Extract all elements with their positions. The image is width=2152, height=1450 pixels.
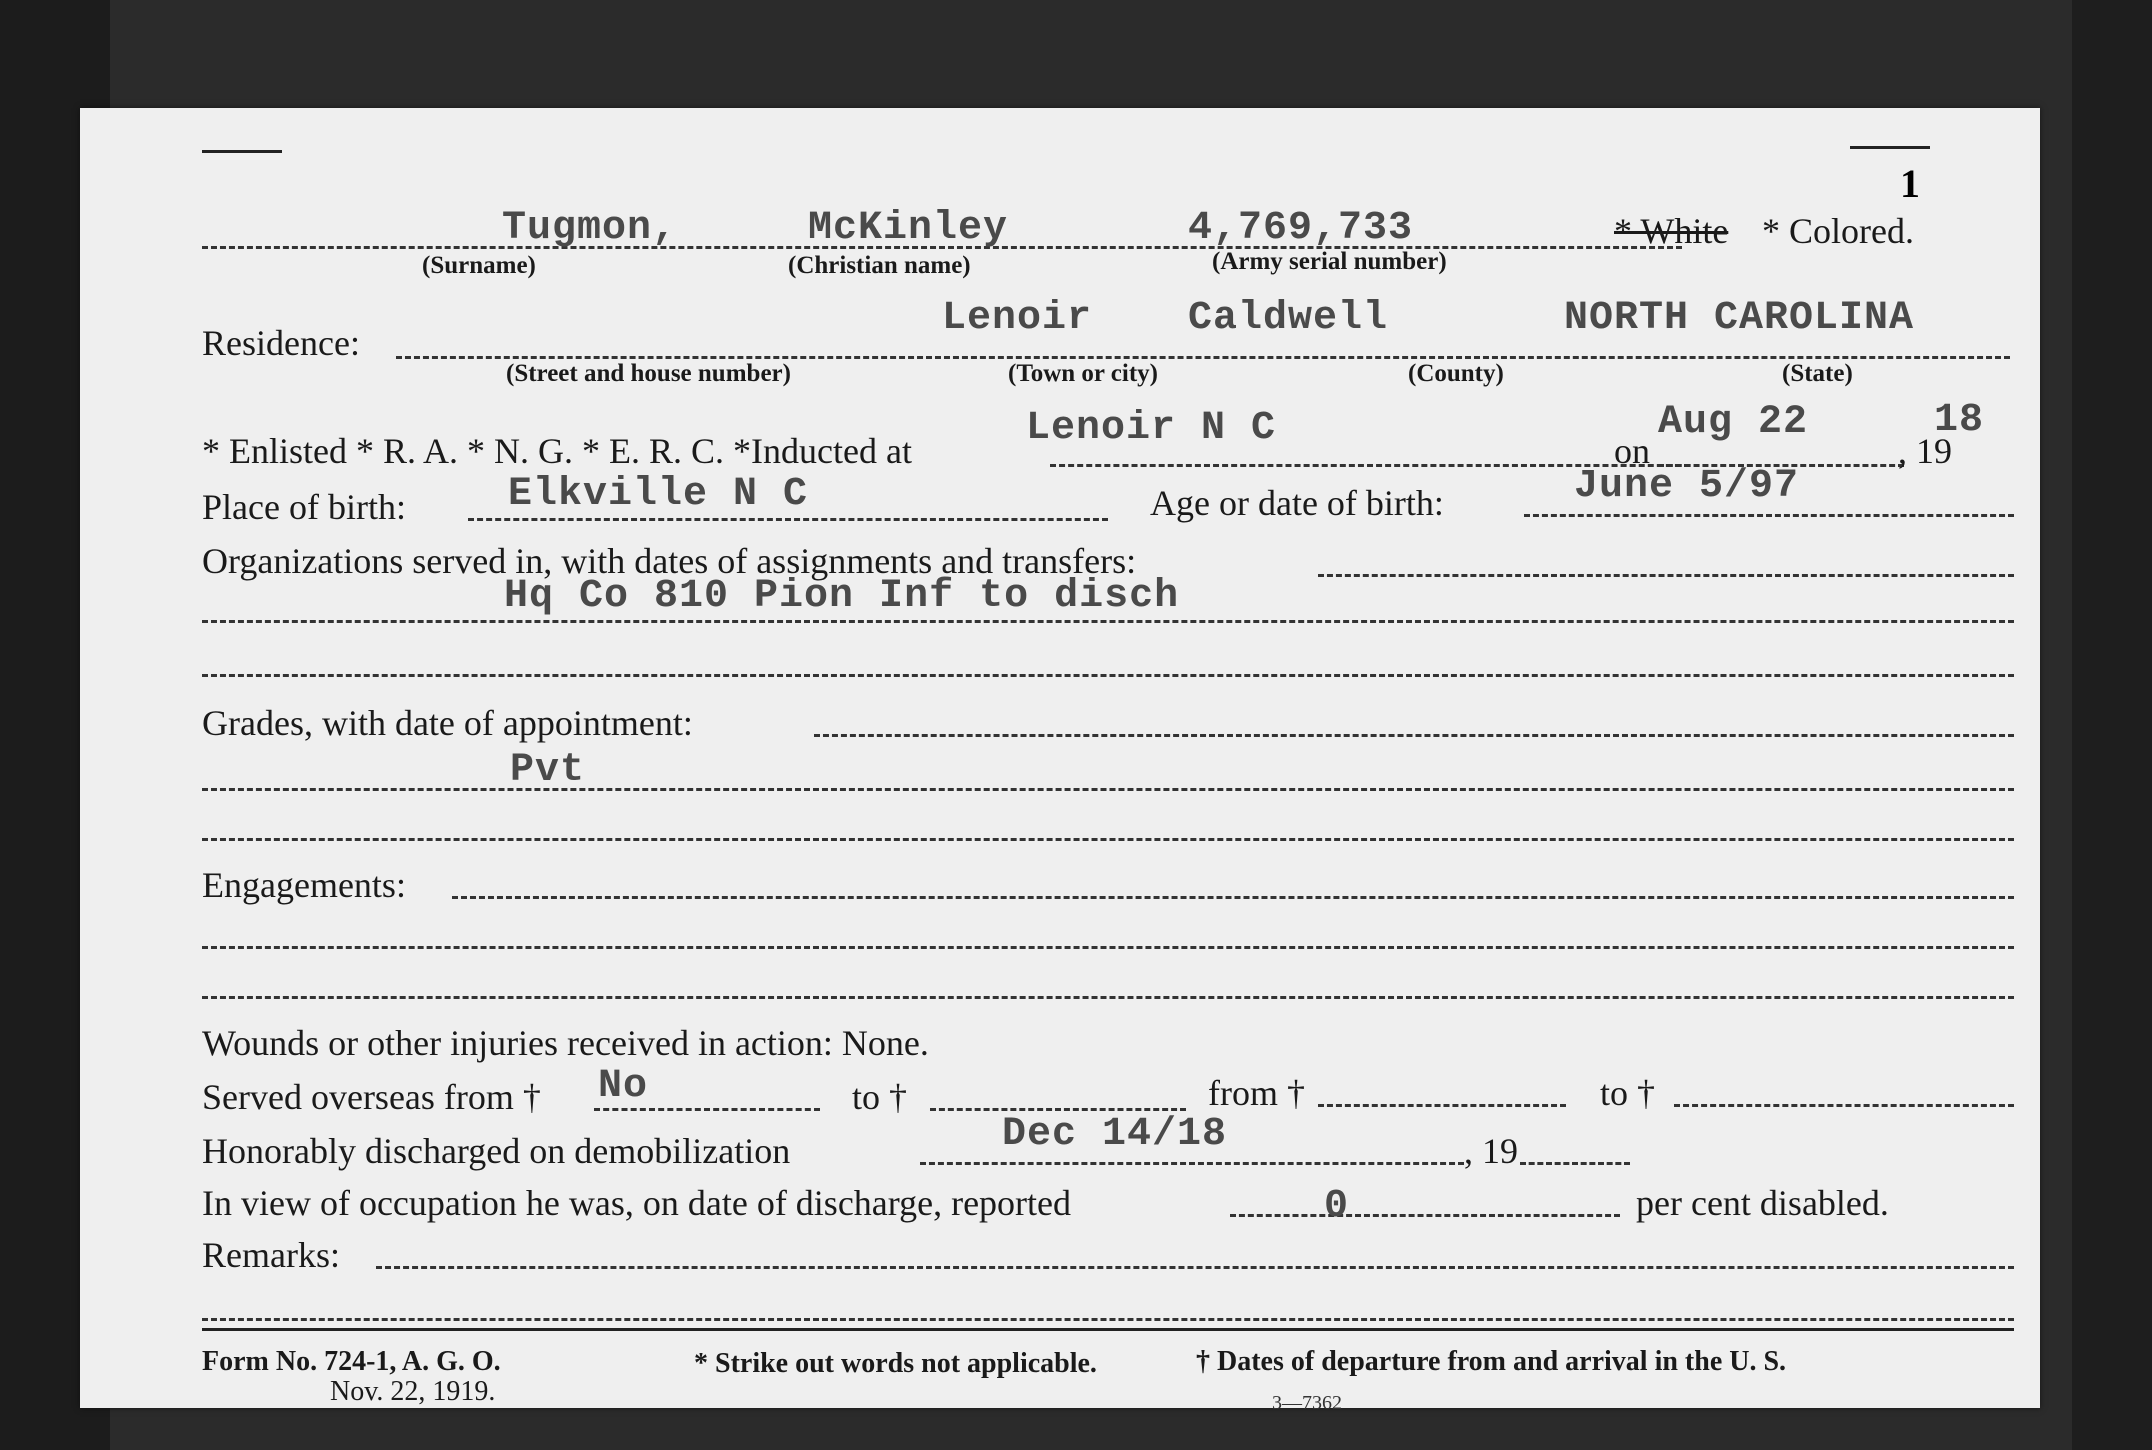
organizations-label: Organizations served in, with dates of assignments and transfers: — [202, 541, 1137, 581]
overseas-from-line-2 — [1318, 1104, 1566, 1107]
birth-date-line — [1524, 514, 2014, 517]
induction-label: * Enlisted * R. A. * N. G. * E. R. C. *Inducted at — [202, 431, 912, 471]
organizations-value: Hq Co 810 Pion Inf to disch — [504, 574, 1180, 619]
discharge-line — [920, 1162, 1464, 1165]
dates-note: † Dates of departure from and arrival in the U. S. — [1196, 1346, 1787, 1377]
residence-line — [396, 356, 2010, 359]
grades-value: Pvt — [510, 748, 586, 793]
top-right-rule — [1850, 146, 1930, 149]
birth-place-value: Elkville N C — [508, 472, 809, 517]
print-code: 3—7362 — [1272, 1392, 1342, 1414]
overseas-from-value: No — [598, 1064, 649, 1109]
serial-number-value: 4,769,733 — [1188, 206, 1414, 251]
christian-name-value: McKinley — [808, 206, 1009, 251]
overseas-to-label-1: to † — [852, 1077, 908, 1117]
grades-line-2 — [202, 788, 2014, 791]
engagements-line-3 — [202, 996, 2014, 999]
birth-date-value: June 5/97 — [1574, 464, 1800, 509]
overseas-to-line-2 — [1674, 1104, 2014, 1107]
discharge-year-suffix: , 19 — [1464, 1131, 1518, 1171]
state-label: (State) — [1782, 360, 1853, 387]
organizations-line-3 — [202, 674, 2014, 677]
overseas-to-label-2: to † — [1600, 1073, 1656, 1113]
residence-label: Residence: — [202, 323, 360, 363]
discharge-date-value: Dec 14/18 — [1002, 1112, 1228, 1157]
wounds-text: Wounds or other injuries received in action: None. — [202, 1023, 929, 1063]
card-number: 1 — [1900, 161, 1920, 206]
remarks-line-2 — [202, 1318, 2014, 1321]
engagements-line-1 — [452, 896, 2014, 899]
grades-line-3 — [202, 838, 2014, 841]
remarks-label: Remarks: — [202, 1235, 340, 1275]
induction-date-value: Aug 22 — [1658, 400, 1809, 445]
disability-label: In view of occupation he was, on date of discharge, reported — [202, 1183, 1072, 1223]
birth-date-label: Age or date of birth: — [1150, 483, 1444, 523]
street-label: (Street and house number) — [506, 360, 791, 387]
scanner-background-right — [2072, 0, 2152, 1450]
state-value: NORTH CAROLINA — [1564, 296, 1915, 341]
serial-number-label: (Army serial number) — [1212, 248, 1447, 275]
overseas-to-line-1 — [930, 1108, 1186, 1111]
engagements-line-2 — [202, 946, 2014, 949]
induction-place-value: Lenoir N C — [1026, 406, 1277, 451]
colored-option: * Colored. — [1762, 211, 1914, 251]
surname-value: Tugmon, — [502, 206, 678, 251]
remarks-line-1 — [376, 1266, 2014, 1269]
overseas-from-label-2: from † — [1208, 1073, 1305, 1113]
strike-note: * Strike out words not applicable. — [694, 1348, 1097, 1379]
grades-line-1 — [814, 734, 2014, 737]
grades-label: Grades, with date of appointment: — [202, 703, 693, 743]
disability-line — [1230, 1214, 1620, 1217]
overseas-from-label: Served overseas from † — [202, 1077, 541, 1117]
county-label: (County) — [1408, 360, 1504, 387]
town-label: (Town or city) — [1008, 360, 1158, 387]
birth-place-label: Place of birth: — [202, 487, 406, 527]
county-value: Caldwell — [1188, 296, 1389, 341]
discharge-year-line — [1520, 1162, 1630, 1165]
disability-suffix: per cent disabled. — [1636, 1183, 1889, 1223]
christian-name-label: (Christian name) — [788, 252, 971, 279]
form-date: Nov. 22, 1919. — [330, 1376, 496, 1407]
form-number: Form No. 724-1, A. G. O. — [202, 1346, 501, 1377]
organizations-line-1 — [1318, 574, 2014, 577]
induction-on-label: on — [1614, 431, 1650, 471]
disability-value: 0 — [1324, 1184, 1350, 1229]
induction-year-prefix: , 19 — [1898, 431, 1952, 471]
surname-label: (Surname) — [422, 252, 536, 279]
top-left-rule — [202, 150, 282, 153]
service-record-card — [80, 108, 2040, 1414]
organizations-line-2 — [202, 620, 2014, 623]
white-option: * White — [1614, 211, 1729, 251]
discharge-label: Honorably discharged on demobilization — [202, 1131, 791, 1171]
footer-rule — [202, 1328, 2014, 1331]
town-value: Lenoir — [942, 296, 1093, 341]
birth-place-line — [468, 518, 1108, 521]
induction-year-value: 18 — [1934, 398, 1985, 443]
engagements-label: Engagements: — [202, 865, 406, 905]
